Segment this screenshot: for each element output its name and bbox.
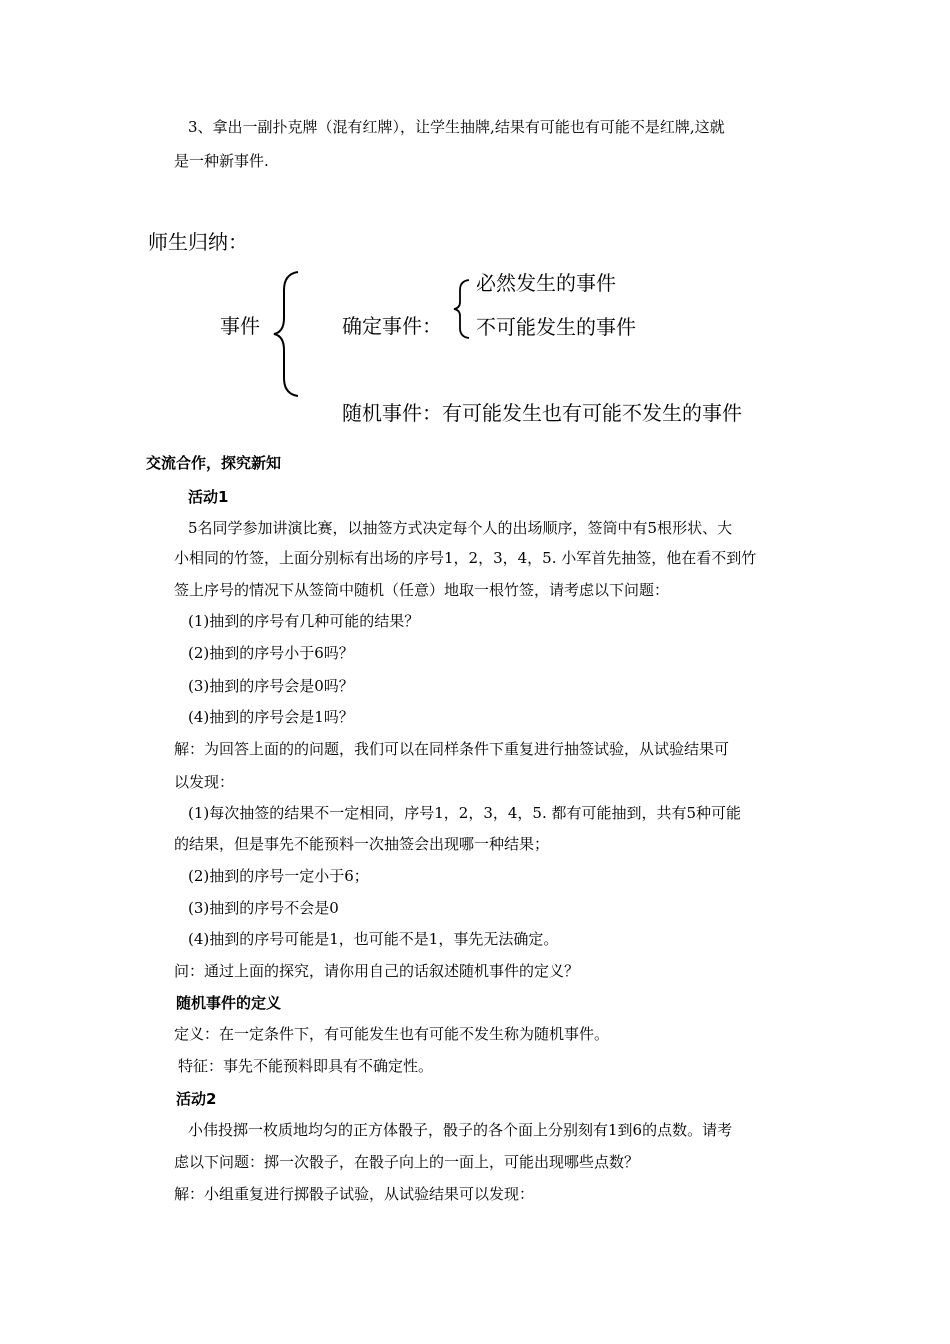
definition-title: 随机事件的定义 [176, 994, 282, 1012]
activity2-answer: 解：小组重复进行掷骰子试验，从试验结果可以发现： [174, 1185, 535, 1203]
diagram-root: 事件 [220, 314, 260, 338]
activity1-answer-3: (3)抽到的序号不会是0 [188, 899, 339, 917]
section-title: 交流合作，探究新知 [146, 454, 282, 472]
certain-item-1: 必然发生的事件 [476, 271, 616, 295]
definition-feature: 特征：事先不能预料即具有不确定性。 [178, 1057, 434, 1075]
activity1-question-4: (4)抽到的序号会是1吗？ [188, 708, 354, 726]
certain-event-label: 确定事件： [342, 314, 442, 338]
intro-line-2: 是一种新事件. [174, 152, 269, 170]
activity1-para-line-3: 签上序号的情况下从签筒中随机（任意）地取一根竹签，请考虑以下问题： [174, 581, 670, 599]
activity2-title: 活动2 [176, 1090, 217, 1108]
activity1-question-2: (2)抽到的序号小于6吗？ [188, 644, 354, 662]
intro-line-1: 3、拿出一副扑克牌（混有红牌），让学生抽牌,结果有可能也有可能不是红牌,这就 [188, 118, 725, 136]
activity1-answer-1: (1)每次抽签的结果不一定相同，序号1，2，3，4，5. 都有可能抽到，共有5种可能 [188, 804, 742, 822]
activity1-answer-intro-line-1: 解：为回答上面的的问题，我们可以在同样条件下重复进行抽签试验，从试验结果可 [174, 740, 730, 758]
activity1-answer-intro-line-2: 以发现： [174, 773, 235, 791]
activity2-para-line-2: 虑以下问题：掷一次骰子，在骰子向上的一面上，可能出现哪些点数？ [174, 1153, 640, 1171]
activity1-answer-2: (2)抽到的序号一定小于6； [188, 867, 369, 885]
definition-text: 定义：在一定条件下，有可能发生也有可能不发生称为随机事件。 [174, 1025, 610, 1043]
activity1-para-line-2: 小相同的竹签，上面分别标有出场的序号1，2，3，4，5. 小军首先抽签，他在看不到竹 [174, 549, 757, 567]
small-brace-icon [451, 278, 473, 340]
activity1-definition-question: 问：通过上面的探究，请你用自己的话叙述随机事件的定义？ [174, 962, 580, 980]
activity1-question-3: (3)抽到的序号会是0吗？ [188, 677, 354, 695]
activity1-title: 活动1 [188, 488, 229, 506]
activity1-para-line-1: 5名同学参加讲演比赛，以抽签方式决定每个人的出场顺序，签筒中有5根形状、大 [188, 519, 733, 537]
random-event-label: 随机事件：有可能发生也有可能不发生的事件 [342, 401, 742, 425]
activity1-answer-4: (4)抽到的序号可能是1，也可能不是1，事先无法确定。 [188, 930, 559, 948]
diagram-heading: 师生归纳： [148, 230, 248, 254]
large-brace-icon [270, 268, 310, 398]
certain-item-2: 不可能发生的事件 [476, 315, 636, 339]
activity2-para-line-1: 小伟投掷一枚质地均匀的正方体骰子，骰子的各个面上分别刻有1到6的点数。请考 [188, 1121, 733, 1139]
activity1-answer-1-cont: 的结果，但是事先不能预料一次抽签会出现哪一种结果； [174, 835, 550, 853]
activity1-question-1: (1)抽到的序号有几种可能的结果？ [188, 612, 420, 630]
